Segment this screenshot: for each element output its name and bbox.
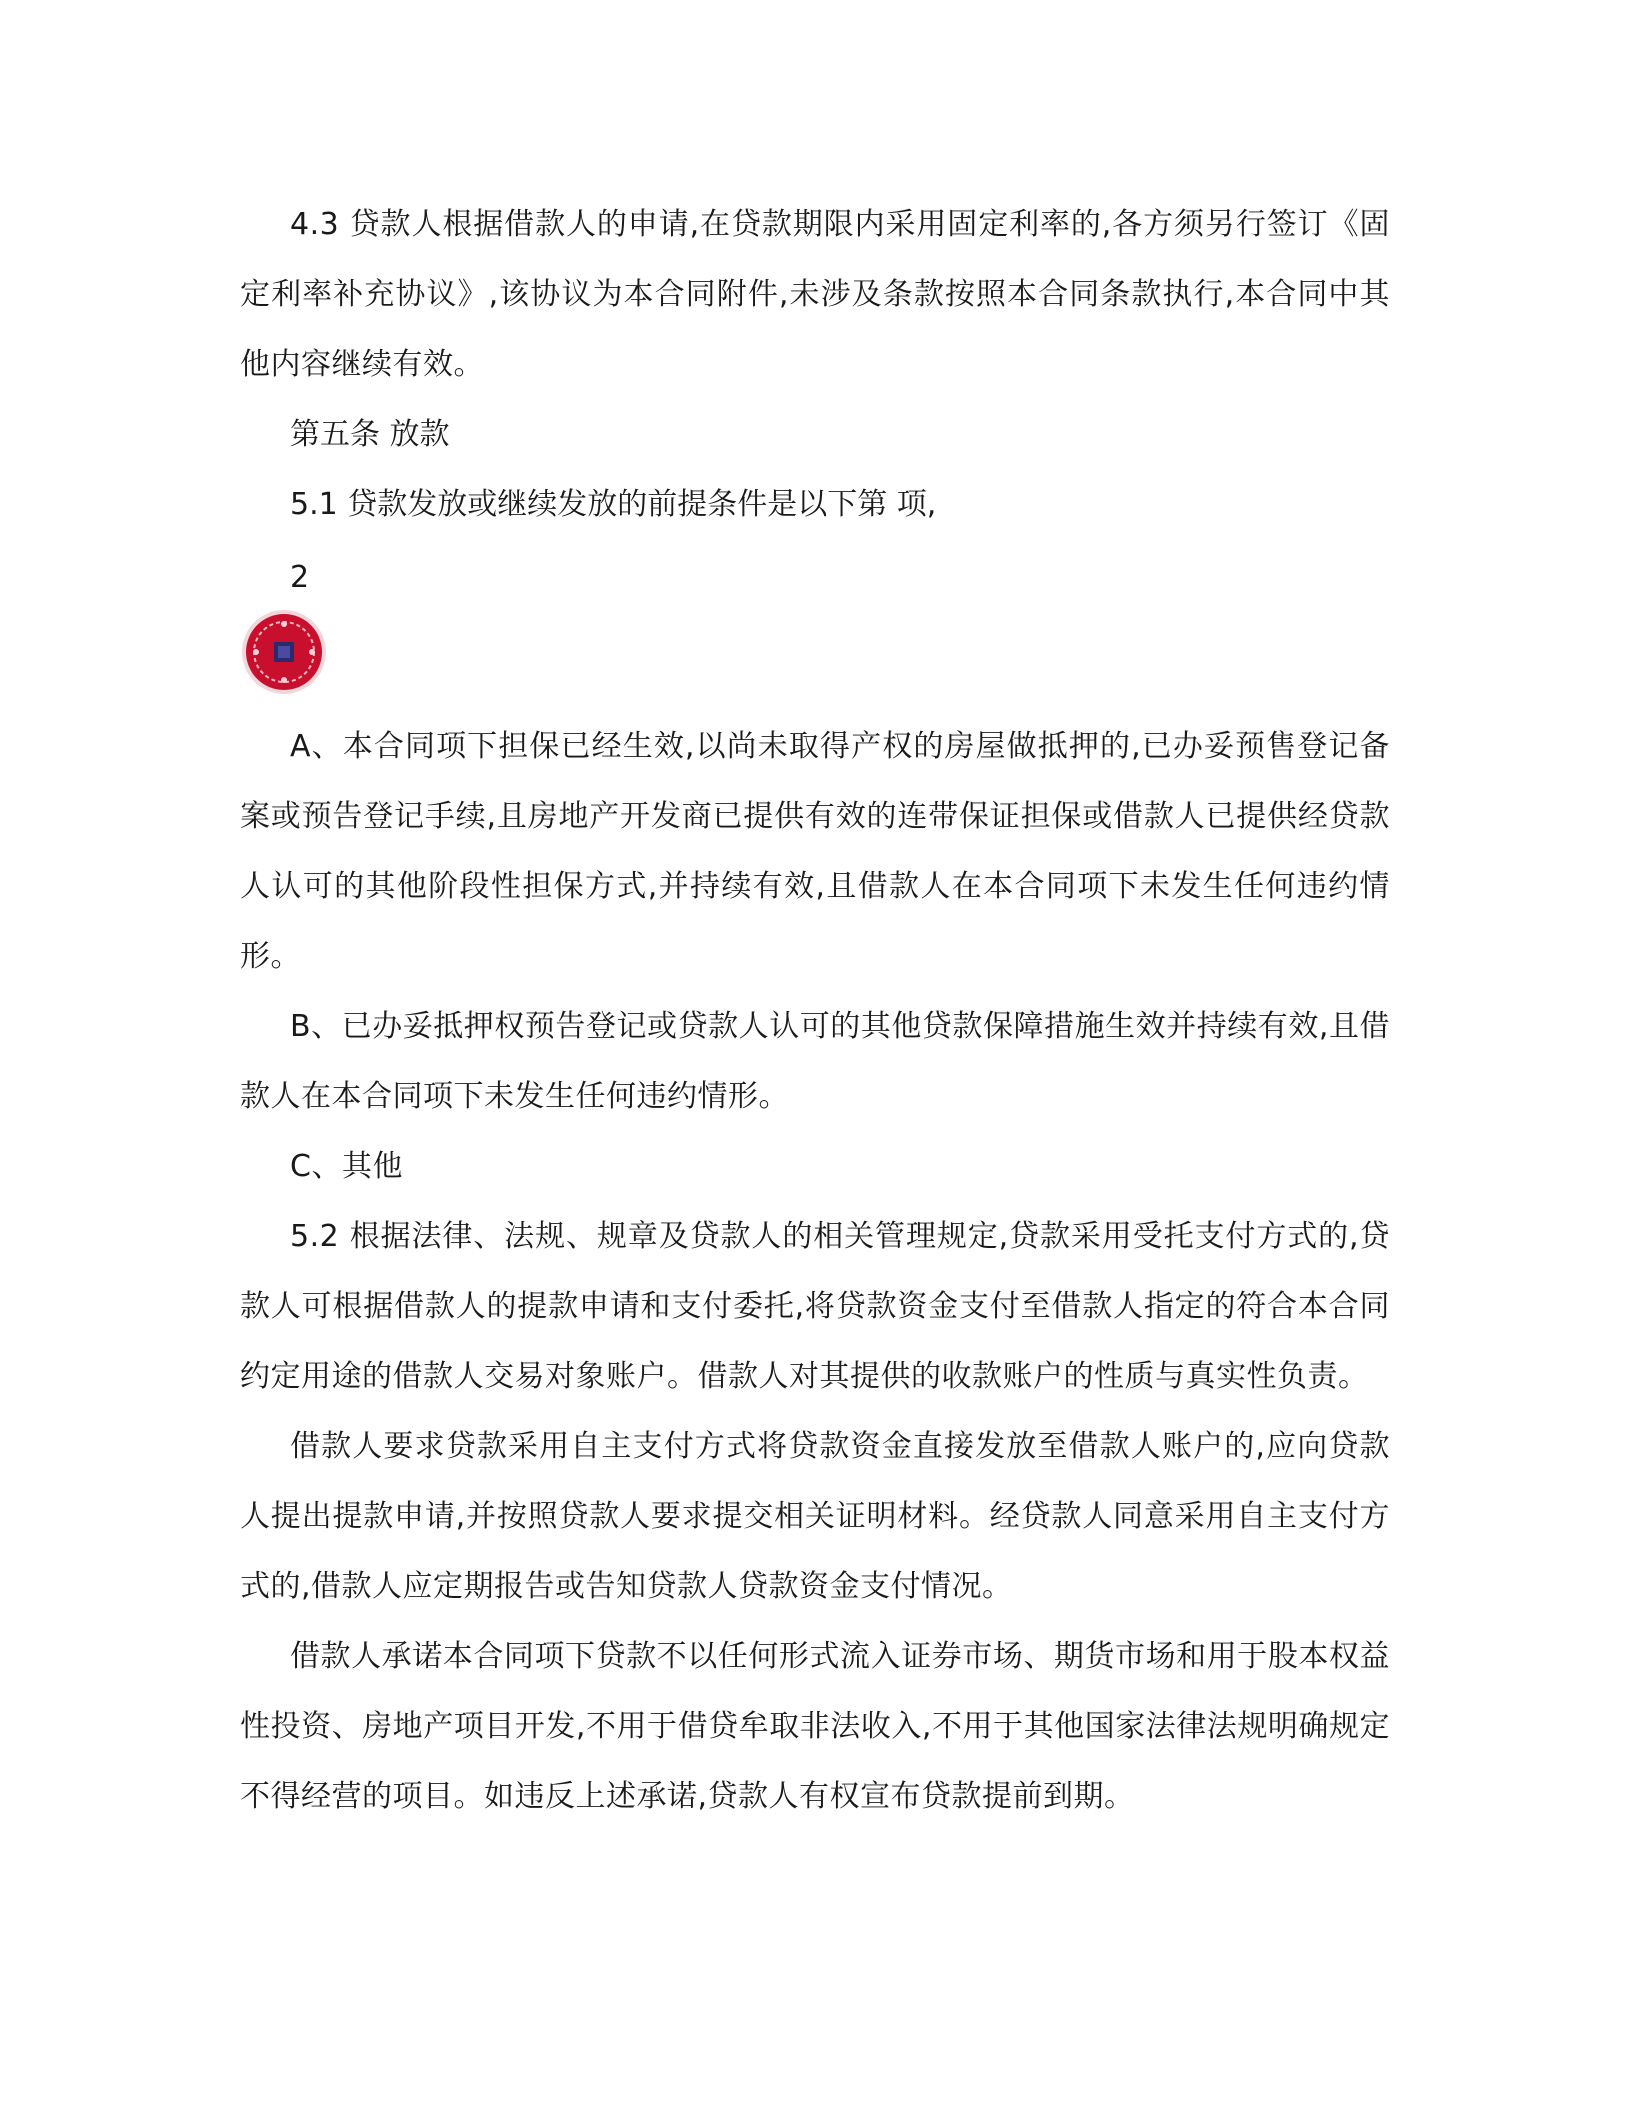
seal-stamp-icon bbox=[240, 608, 328, 696]
document-body bbox=[240, 190, 1390, 1832]
borrower-commitment-paragraph: 借款人承诺本合同项下贷款不以任何形式流入证券市场、期货市场和用于股本权益性投资、房地产项目开发,不用于借贷牟取非法收入,不用于其他国家法律法规明确规定不得经营的项目。如违反上述承诺,贷款人有权宣布贷款提前到期。 bbox=[240, 1639, 1390, 1814]
clause-4-3-paragraph: 4.3 贷款人根据借款人的申请,在贷款期限内采用固定利率的,各方须另行签订《固定利率补充协议》,该协议为本合同附件,未涉及条款按照本合同条款执行,本合同中其他内容继续有效。 bbox=[240, 207, 1390, 382]
clause-5-2-paragraph: 5.2 根据法律、法规、规章及贷款人的相关管理规定,贷款采用受托支付方式的,贷款人可根据借款人的提款申请和支付委托,将贷款资金支付至借款人指定的符合本合同约定用途的借款人交易对象账户。借款人对其提供的收款账户的性质与真实性负责。 bbox=[240, 1219, 1390, 1394]
option-b-paragraph: B、已办妥抵押权预告登记或贷款人认可的其他贷款保障措施生效并持续有效,且借款人在本合同项下未发生任何违约情形。 bbox=[240, 1009, 1390, 1114]
article-five-title: 第五条 放款 bbox=[290, 417, 450, 452]
self-payment-paragraph: 借款人要求贷款采用自主支付方式将贷款资金直接发放至借款人账户的,应向贷款人提出提款申请,并按照贷款人要求提交相关证明材料。经贷款人同意采用自主支付方式的,借款人应定期报告或告知贷款人贷款资金支付情况。 bbox=[240, 1429, 1390, 1604]
option-a-paragraph: A、本合同项下担保已经生效,以尚未取得产权的房屋做抵押的,已办妥预售登记备案或预告登记手续,且房地产开发商已提供有效的连带保证担保或借款人已提供经贷款人认可的其他阶段性担保方式,并持续有效,且借款人在本合同项下未发生任何违约情形。 bbox=[240, 729, 1390, 974]
option-c-paragraph: C、其他 bbox=[290, 1149, 403, 1184]
clause-5-1-paragraph: 5.1 贷款发放或继续发放的前提条件是以下第 项, bbox=[290, 487, 937, 522]
page-number: 2 bbox=[290, 560, 310, 595]
